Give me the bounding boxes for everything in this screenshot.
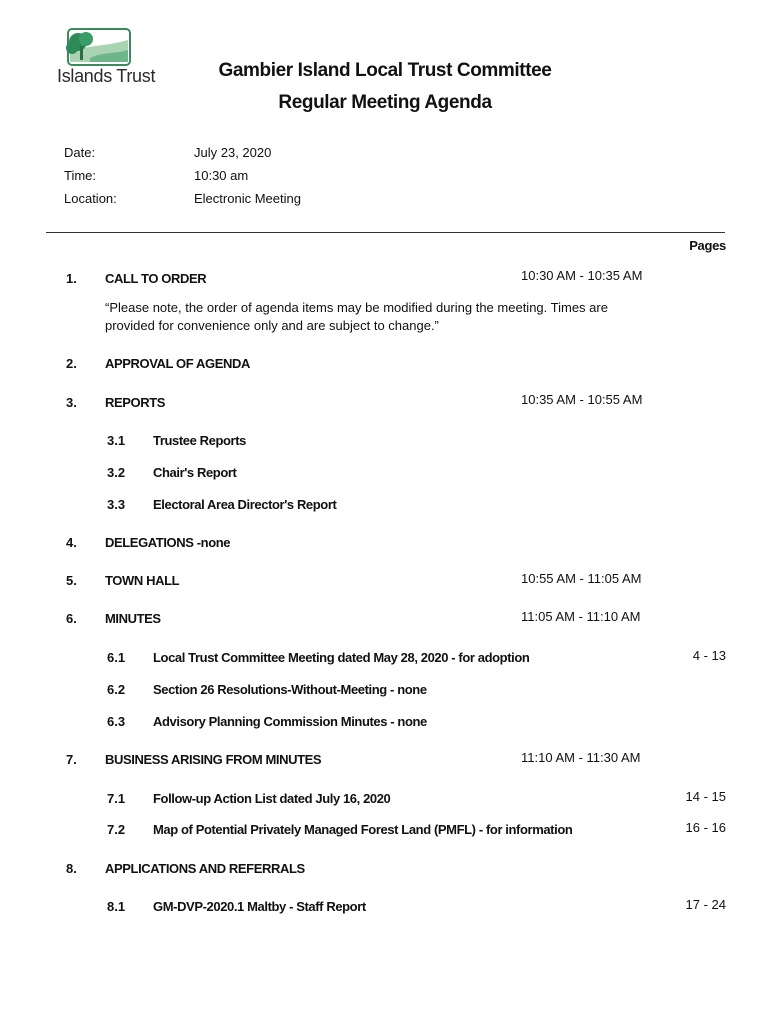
- location-label: Location:: [64, 191, 117, 206]
- subitem-number: 6.3: [107, 714, 126, 729]
- item-number: 7.: [66, 752, 77, 767]
- subitem-number: 7.2: [107, 822, 126, 837]
- subitem-number: 3.3: [107, 497, 126, 512]
- subitem-number: 3.2: [107, 465, 126, 480]
- page-range: 16 - 16: [685, 820, 726, 835]
- item-time: 10:35 AM - 10:55 AM: [521, 392, 643, 407]
- time-label: Time:: [64, 168, 97, 183]
- logo-text: Islands Trust: [57, 66, 156, 86]
- item-number: 5.: [66, 573, 77, 588]
- item-heading: APPLICATIONS AND REFERRALS: [105, 861, 305, 876]
- subitem-title: Map of Potential Privately Managed Forest Land (PMFL) - for information: [153, 822, 573, 837]
- page-range: 14 - 15: [685, 789, 726, 804]
- item-heading: MINUTES: [105, 611, 161, 626]
- pages-header: Pages: [689, 238, 726, 253]
- item-time: 11:05 AM - 11:10 AM: [521, 609, 641, 624]
- item-time: 11:10 AM - 11:30 AM: [521, 750, 641, 765]
- page-range: 17 - 24: [685, 897, 726, 912]
- subitem-title: GM-DVP-2020.1 Maltby - Staff Report: [153, 899, 366, 914]
- subitem-title: Follow-up Action List dated July 16, 2020: [153, 791, 391, 806]
- time-value: 10:30 am: [194, 168, 249, 183]
- item-heading: APPROVAL OF AGENDA: [105, 356, 250, 371]
- item-time: 10:55 AM - 11:05 AM: [521, 571, 642, 586]
- item-heading: REPORTS: [105, 395, 166, 410]
- item-heading: CALL TO ORDER: [105, 271, 207, 286]
- subitem-title: Section 26 Resolutions-Without-Meeting - none: [153, 682, 427, 697]
- item-heading: BUSINESS ARISING FROM MINUTES: [105, 752, 322, 767]
- subitem-title: Electoral Area Director's Report: [153, 497, 337, 512]
- item-heading: TOWN HALL: [105, 573, 180, 588]
- document-subtitle: Regular Meeting Agenda: [278, 92, 492, 113]
- location-value: Electronic Meeting: [194, 191, 301, 206]
- subitem-number: 8.1: [107, 899, 126, 914]
- item-number: 2.: [66, 356, 77, 371]
- document-title: Gambier Island Local Trust Committee: [218, 60, 552, 81]
- divider: [46, 232, 725, 233]
- item-number: 8.: [66, 861, 77, 876]
- date-value: July 23, 2020: [194, 145, 272, 160]
- subitem-title: Advisory Planning Commission Minutes - none: [153, 714, 427, 729]
- subitem-number: 7.1: [107, 791, 126, 806]
- subitem-title: Local Trust Committee Meeting dated May 28, 2020 - for adoption: [153, 650, 530, 665]
- date-label: Date:: [64, 145, 96, 160]
- subitem-number: 6.2: [107, 682, 126, 697]
- page-range: 4 - 13: [692, 648, 726, 663]
- item-heading: DELEGATIONS -none: [105, 535, 231, 550]
- item-time: 10:30 AM - 10:35 AM: [521, 268, 643, 283]
- item-number: 1.: [66, 271, 77, 286]
- item-number: 4.: [66, 535, 77, 550]
- subitem-number: 6.1: [107, 650, 126, 665]
- item-number: 3.: [66, 395, 77, 410]
- subitem-title: Trustee Reports: [153, 433, 246, 448]
- item-number: 6.: [66, 611, 77, 626]
- subitem-title: Chair's Report: [153, 465, 237, 480]
- subitem-number: 3.1: [107, 433, 126, 448]
- agenda-note: “Please note, the order of agenda items may be modified during the meeting. Times are provided for convenience only and are subject to change.”: [105, 300, 608, 333]
